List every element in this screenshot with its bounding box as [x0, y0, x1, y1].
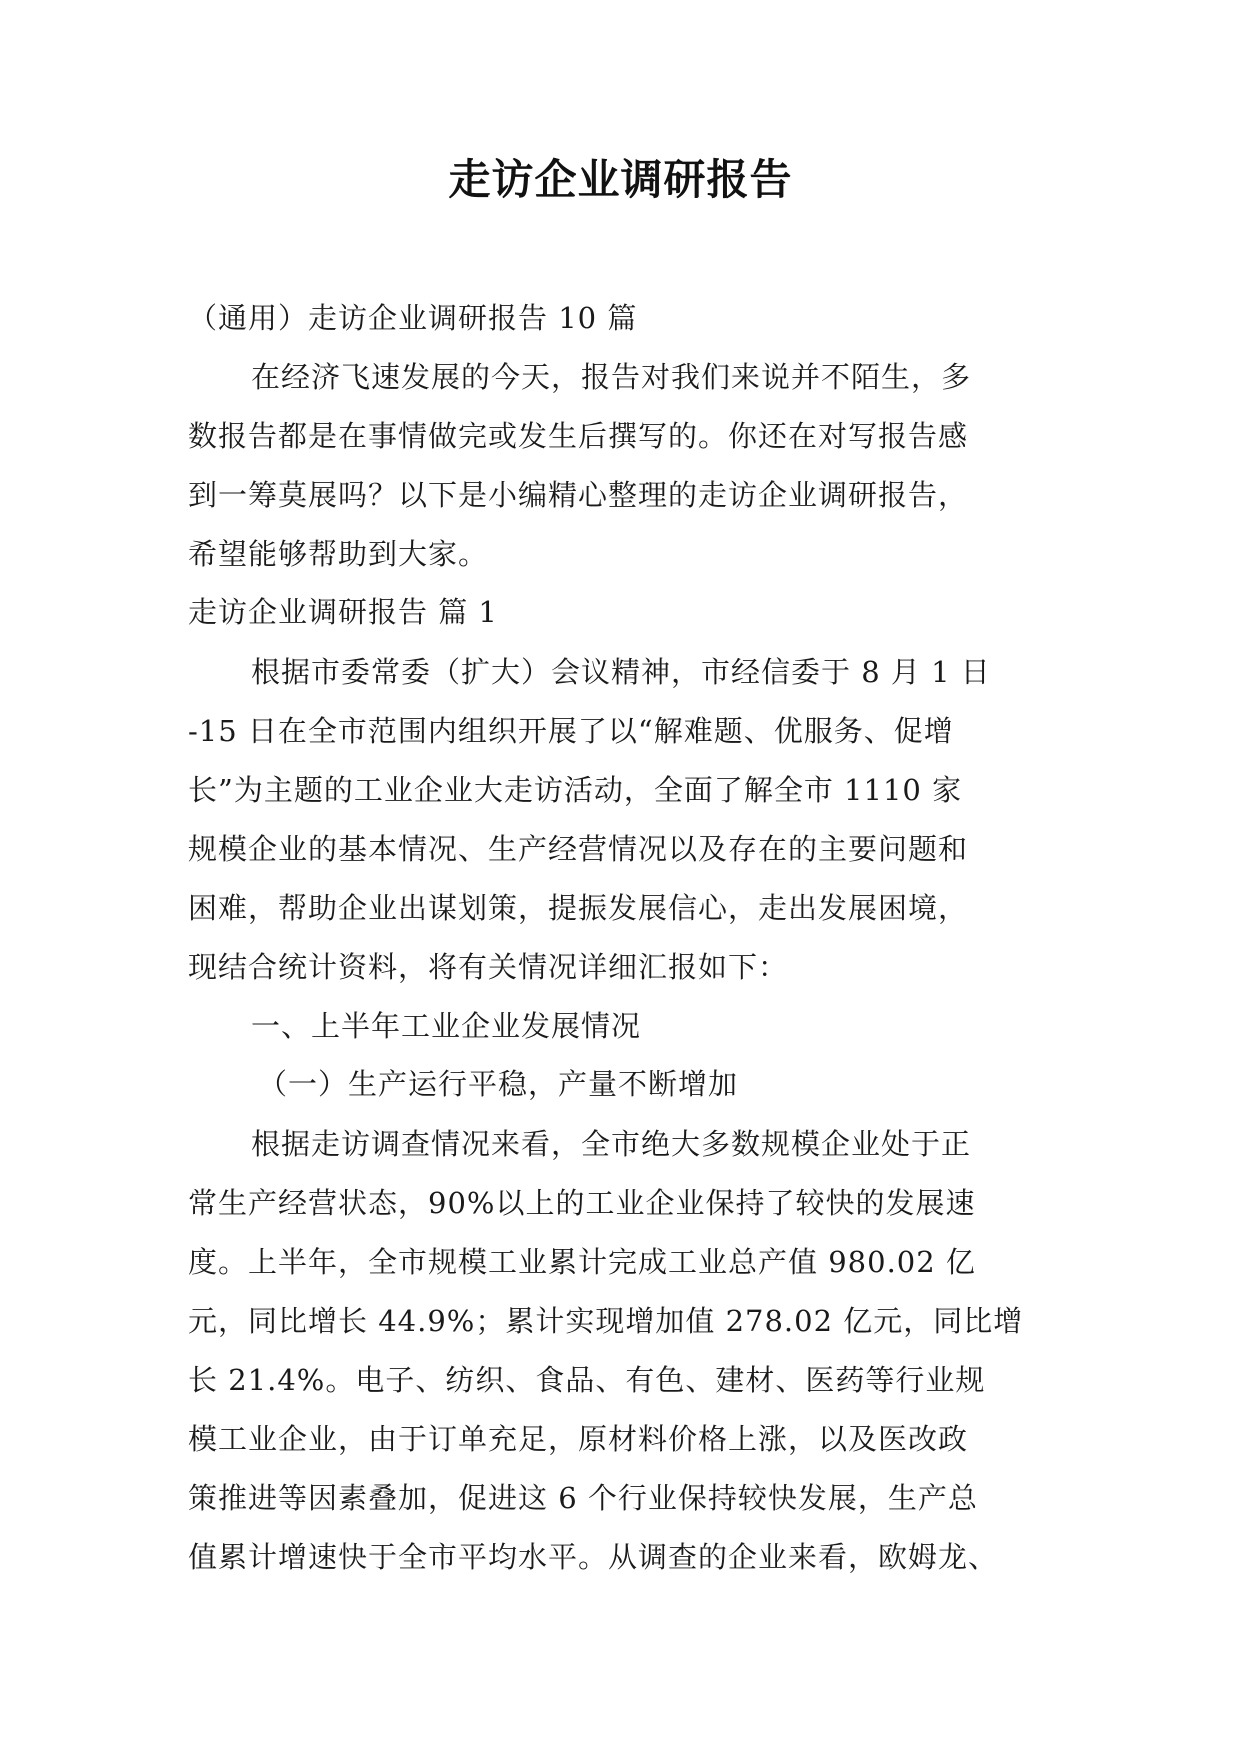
body-paragraph-line-4: 规模企业的基本情况、生产经营情况以及存在的主要问题和: [188, 832, 969, 866]
sub-heading-2: （一）生产运行平稳，产量不断增加: [258, 1067, 739, 1101]
body-paragraph-line-6: 现结合统计资料，将有关情况详细汇报如下：: [188, 950, 789, 984]
body-paragraph-line-2: -15 日在全市范围内组织开展了以“解难题、优服务、促增: [188, 714, 954, 748]
body-paragraph2-line-3: 度。上半年，全市规模工业累计完成工业总产值 980.02 亿: [188, 1245, 976, 1279]
body-paragraph2-line-1: 根据走访调查情况来看，全市绝大多数规模企业处于正: [251, 1127, 972, 1161]
intro-paragraph-line-2: 数报告都是在事情做完或发生后撰写的。你还在对写报告感: [188, 419, 969, 453]
body-paragraph2-line-2: 常生产经营状态，90%以上的工业企业保持了较快的发展速: [188, 1186, 976, 1220]
sub-heading-1: 一、上半年工业企业发展情况: [251, 1009, 642, 1043]
body-paragraph-line-3: 长”为主题的工业企业大走访活动，全面了解全市 1110 家: [188, 773, 963, 807]
body-paragraph2-line-7: 策推进等因素叠加，促进这 6 个行业保持较快发展，生产总: [188, 1481, 978, 1515]
section-heading-1: 走访企业调研报告 篇 1: [188, 595, 498, 629]
intro-paragraph-line-3: 到一筹莫展吗？以下是小编精心整理的走访企业调研报告，: [188, 478, 969, 512]
intro-paragraph-line-4: 希望能够帮助到大家。: [188, 537, 489, 571]
body-paragraph-line-1: 根据市委常委（扩大）会议精神，市经信委于 8 月 1 日: [251, 655, 991, 689]
body-paragraph2-line-8: 值累计增速快于全市平均水平。从调查的企业来看，欧姆龙、: [188, 1540, 999, 1574]
subtitle-line: （通用）走访企业调研报告 10 篇: [188, 301, 638, 335]
body-paragraph-line-5: 困难，帮助企业出谋划策，提振发展信心，走出发展困境，: [188, 891, 969, 925]
body-paragraph2-line-5: 长 21.4%。电子、纺织、食品、有色、建材、医药等行业规: [188, 1363, 986, 1397]
body-paragraph2-line-4: 元，同比增长 44.9%；累计实现增加值 278.02 亿元，同比增: [188, 1304, 1024, 1338]
body-paragraph2-line-6: 模工业企业，由于订单充足，原材料价格上涨，以及医改政: [188, 1422, 969, 1456]
document-title: 走访企业调研报告: [448, 155, 793, 204]
intro-paragraph-line-1: 在经济飞速发展的今天，报告对我们来说并不陌生，多: [251, 360, 972, 394]
